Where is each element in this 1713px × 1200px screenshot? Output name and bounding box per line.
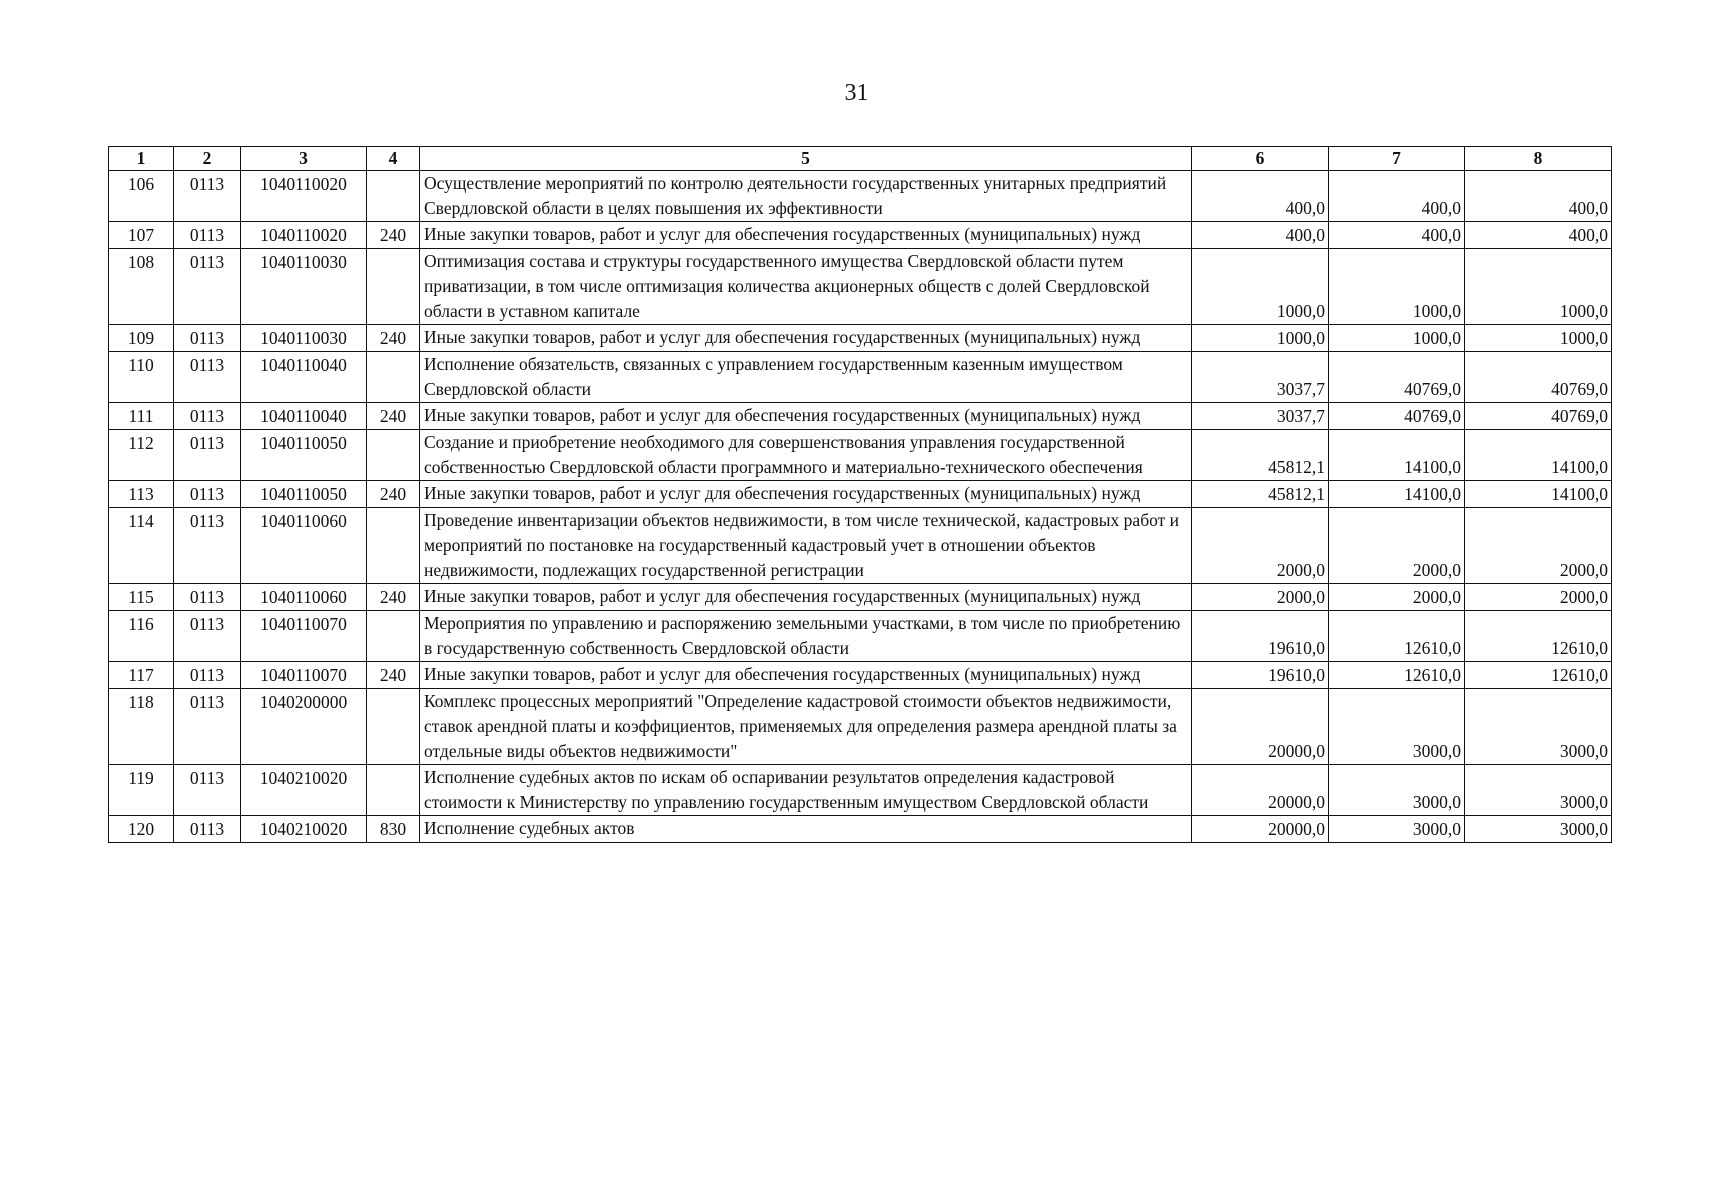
amount-col-8: 12610,0 — [1465, 611, 1612, 662]
target-article-code: 1040110020 — [241, 171, 367, 222]
table-row — [109, 816, 1612, 843]
amount-col-8: 1000,0 — [1465, 325, 1612, 352]
expense-type-code — [367, 765, 420, 816]
page-number: 31 — [844, 80, 869, 106]
section-code: 0113 — [174, 584, 241, 611]
section-code: 0113 — [174, 765, 241, 816]
table-row — [109, 481, 1612, 508]
target-article-code: 1040110070 — [241, 611, 367, 662]
item-name: Оптимизация состава и структуры государственного имущества Свердловской области путем приватизации, в том числе оптимизация количества акционерных обществ с долей Свердловской области в уставном капитале — [420, 249, 1192, 325]
amount-col-8: 3000,0 — [1465, 689, 1612, 765]
row-number: 106 — [109, 171, 174, 222]
expense-type-code: 240 — [367, 325, 420, 352]
expense-type-code — [367, 611, 420, 662]
row-number: 119 — [109, 765, 174, 816]
section-code: 0113 — [174, 689, 241, 765]
section-code: 0113 — [174, 508, 241, 584]
column-header: 7 — [1329, 147, 1465, 171]
amount-col-8: 14100,0 — [1465, 430, 1612, 481]
amount-col-7: 40769,0 — [1329, 352, 1465, 403]
amount-col-6: 20000,0 — [1192, 816, 1329, 843]
amount-col-7: 12610,0 — [1329, 611, 1465, 662]
amount-col-8: 2000,0 — [1465, 584, 1612, 611]
target-article-code: 1040210020 — [241, 816, 367, 843]
item-name: Исполнение обязательств, связанных с управлением государственным казенным имуществом Свердловской области — [420, 352, 1192, 403]
amount-col-6: 400,0 — [1192, 222, 1329, 249]
target-article-code: 1040110030 — [241, 325, 367, 352]
amount-col-6: 20000,0 — [1192, 765, 1329, 816]
item-name: Иные закупки товаров, работ и услуг для обеспечения государственных (муниципальных) нужд — [420, 481, 1192, 508]
target-article-code: 1040110020 — [241, 222, 367, 249]
column-header: 6 — [1192, 147, 1329, 171]
section-code: 0113 — [174, 662, 241, 689]
row-number: 109 — [109, 325, 174, 352]
section-code: 0113 — [174, 481, 241, 508]
header-row — [109, 147, 1612, 171]
table-row — [109, 584, 1612, 611]
table-row — [109, 662, 1612, 689]
amount-col-6: 1000,0 — [1192, 249, 1329, 325]
target-article-code: 1040200000 — [241, 689, 367, 765]
section-code: 0113 — [174, 611, 241, 662]
row-number: 112 — [109, 430, 174, 481]
section-code: 0113 — [174, 403, 241, 430]
section-code: 0113 — [174, 430, 241, 481]
section-code: 0113 — [174, 816, 241, 843]
target-article-code: 1040110070 — [241, 662, 367, 689]
table-row — [109, 325, 1612, 352]
row-number: 117 — [109, 662, 174, 689]
amount-col-8: 1000,0 — [1465, 249, 1612, 325]
row-number: 115 — [109, 584, 174, 611]
table-row — [109, 171, 1612, 222]
table-row — [109, 689, 1612, 765]
expense-type-code: 240 — [367, 403, 420, 430]
amount-col-7: 14100,0 — [1329, 481, 1465, 508]
row-number: 107 — [109, 222, 174, 249]
expense-type-code: 240 — [367, 662, 420, 689]
target-article-code: 1040210020 — [241, 765, 367, 816]
amount-col-8: 2000,0 — [1465, 508, 1612, 584]
amount-col-6: 45812,1 — [1192, 430, 1329, 481]
target-article-code: 1040110030 — [241, 249, 367, 325]
target-article-code: 1040110050 — [241, 430, 367, 481]
section-code: 0113 — [174, 325, 241, 352]
section-code: 0113 — [174, 249, 241, 325]
target-article-code: 1040110060 — [241, 508, 367, 584]
row-number: 113 — [109, 481, 174, 508]
amount-col-7: 400,0 — [1329, 222, 1465, 249]
item-name: Создание и приобретение необходимого для совершенствования управления государственной собственностью Свердловской области программного и материально-технического обеспечения — [420, 430, 1192, 481]
row-number: 110 — [109, 352, 174, 403]
expense-type-code — [367, 352, 420, 403]
amount-col-7: 12610,0 — [1329, 662, 1465, 689]
item-name: Иные закупки товаров, работ и услуг для обеспечения государственных (муниципальных) нужд — [420, 403, 1192, 430]
item-name: Иные закупки товаров, работ и услуг для обеспечения государственных (муниципальных) нужд — [420, 325, 1192, 352]
row-number: 118 — [109, 689, 174, 765]
target-article-code: 1040110060 — [241, 584, 367, 611]
table-row — [109, 508, 1612, 584]
item-name: Исполнение судебных актов по искам об оспаривании результатов определения кадастровой стоимости к Министерству по управлению государственным имуществом Свердловской области — [420, 765, 1192, 816]
amount-col-7: 1000,0 — [1329, 325, 1465, 352]
amount-col-6: 3037,7 — [1192, 352, 1329, 403]
table-body — [109, 171, 1612, 843]
item-name: Иные закупки товаров, работ и услуг для обеспечения государственных (муниципальных) нужд — [420, 222, 1192, 249]
amount-col-7: 2000,0 — [1329, 584, 1465, 611]
column-header: 4 — [367, 147, 420, 171]
target-article-code: 1040110040 — [241, 352, 367, 403]
amount-col-6: 45812,1 — [1192, 481, 1329, 508]
expense-type-code: 240 — [367, 584, 420, 611]
table-row — [109, 765, 1612, 816]
row-number: 116 — [109, 611, 174, 662]
amount-col-7: 1000,0 — [1329, 249, 1465, 325]
item-name: Иные закупки товаров, работ и услуг для обеспечения государственных (муниципальных) нужд — [420, 662, 1192, 689]
column-header: 1 — [109, 147, 174, 171]
row-number: 120 — [109, 816, 174, 843]
amount-col-8: 400,0 — [1465, 171, 1612, 222]
table-row — [109, 403, 1612, 430]
expense-type-code: 240 — [367, 481, 420, 508]
amount-col-6: 1000,0 — [1192, 325, 1329, 352]
amount-col-8: 3000,0 — [1465, 765, 1612, 816]
amount-col-7: 3000,0 — [1329, 689, 1465, 765]
table-row — [109, 222, 1612, 249]
expense-type-code — [367, 171, 420, 222]
item-name: Осуществление мероприятий по контролю деятельности государственных унитарных предприятий Свердловской области в целях повышения их эффективности — [420, 171, 1192, 222]
amount-col-8: 40769,0 — [1465, 403, 1612, 430]
amount-col-7: 400,0 — [1329, 171, 1465, 222]
column-header: 3 — [241, 147, 367, 171]
expense-type-code — [367, 689, 420, 765]
row-number: 108 — [109, 249, 174, 325]
amount-col-7: 3000,0 — [1329, 816, 1465, 843]
amount-col-8: 40769,0 — [1465, 352, 1612, 403]
target-article-code: 1040110050 — [241, 481, 367, 508]
budget-table — [108, 146, 1612, 843]
amount-col-7: 3000,0 — [1329, 765, 1465, 816]
table-row — [109, 352, 1612, 403]
amount-col-6: 3037,7 — [1192, 403, 1329, 430]
target-article-code: 1040110040 — [241, 403, 367, 430]
amount-col-6: 400,0 — [1192, 171, 1329, 222]
table-row — [109, 249, 1612, 325]
section-code: 0113 — [174, 352, 241, 403]
section-code: 0113 — [174, 222, 241, 249]
expense-type-code: 830 — [367, 816, 420, 843]
row-number: 111 — [109, 403, 174, 430]
amount-col-7: 2000,0 — [1329, 508, 1465, 584]
item-name: Проведение инвентаризации объектов недвижимости, в том числе технической, кадастровых работ и мероприятий по постановке на государственный кадастровый учет в отношении объектов недвижимости, подлежащих государственной регистрации — [420, 508, 1192, 584]
table-row — [109, 611, 1612, 662]
expense-type-code — [367, 508, 420, 584]
amount-col-8: 400,0 — [1465, 222, 1612, 249]
amount-col-8: 14100,0 — [1465, 481, 1612, 508]
item-name: Комплекс процессных мероприятий "Определение кадастровой стоимости объектов недвижимости, ставок арендной платы и коэффициентов, применяемых для определения размера арендной платы за отдельные виды объектов недвижимости" — [420, 689, 1192, 765]
expense-type-code — [367, 249, 420, 325]
item-name: Мероприятия по управлению и распоряжению земельными участками, в том числе по приобретению в государственную собственность Свердловской области — [420, 611, 1192, 662]
item-name: Исполнение судебных актов — [420, 816, 1192, 843]
column-header: 5 — [420, 147, 1192, 171]
item-name: Иные закупки товаров, работ и услуг для обеспечения государственных (муниципальных) нужд — [420, 584, 1192, 611]
amount-col-7: 14100,0 — [1329, 430, 1465, 481]
amount-col-7: 40769,0 — [1329, 403, 1465, 430]
row-number: 114 — [109, 508, 174, 584]
amount-col-6: 2000,0 — [1192, 508, 1329, 584]
amount-col-6: 20000,0 — [1192, 689, 1329, 765]
amount-col-6: 19610,0 — [1192, 611, 1329, 662]
expense-type-code — [367, 430, 420, 481]
column-header: 2 — [174, 147, 241, 171]
section-code: 0113 — [174, 171, 241, 222]
expense-type-code: 240 — [367, 222, 420, 249]
column-header: 8 — [1465, 147, 1612, 171]
amount-col-8: 3000,0 — [1465, 816, 1612, 843]
amount-col-6: 19610,0 — [1192, 662, 1329, 689]
table-row — [109, 430, 1612, 481]
amount-col-6: 2000,0 — [1192, 584, 1329, 611]
amount-col-8: 12610,0 — [1465, 662, 1612, 689]
